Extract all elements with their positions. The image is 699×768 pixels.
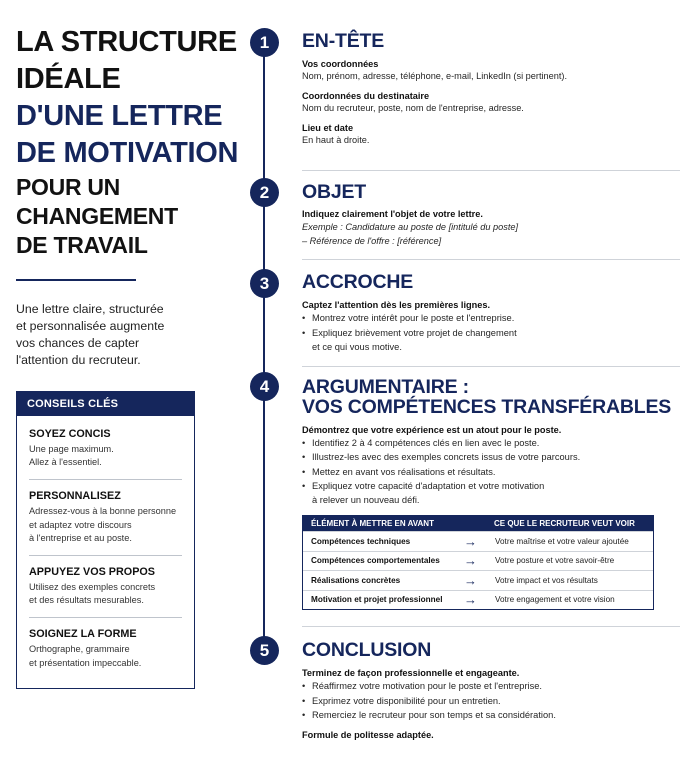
bullet-item: • Illustrez-les avec des exemples concrets issus de votre parcours. (302, 450, 682, 464)
arrow-right-icon: → (464, 572, 477, 588)
table-header-cell: CE QUE LE RECRUTEUR VEUT VOIR (494, 519, 635, 528)
table-row (303, 590, 653, 610)
intro-line: vos chances de capter (16, 336, 140, 350)
bullet-item: • Expliquez brièvement votre projet de changement (302, 326, 682, 340)
tip-text: et des résultats mesurables. (29, 595, 144, 606)
bullet-item: • Expliquez votre capacité d'adaptation et votre motivation (302, 479, 682, 493)
example-line: Exemple : Candidature au poste de [intitulé du poste] (302, 222, 519, 233)
section-argumentaire (302, 377, 682, 507)
tips-heading: CONSEILS CLÉS (17, 392, 194, 416)
tip-text: Adressez-vous à la bonne personne (29, 506, 177, 517)
block-heading: Coordonnées du destinataire (302, 91, 430, 102)
tip-title: APPUYEZ VOS PROPOS (29, 566, 155, 579)
bullet-item: • Exprimez votre disponibilité pour un entretien. (302, 694, 682, 708)
step-number-2: 2 (250, 178, 279, 207)
title-block (16, 28, 241, 369)
tip-text: et présentation impeccable. (29, 657, 142, 668)
block-heading: Indiquez clairement l'objet de votre lettre. (302, 209, 483, 220)
block-heading: Démontrez que votre expérience est un atout pour le poste. (302, 424, 562, 435)
tip-text: Allez à l'essentiel. (29, 457, 102, 468)
example-line: – Référence de l'offre : [référence] (302, 236, 442, 247)
bullet-item: • Montrez votre intérêt pour le poste et l'entreprise. (302, 311, 682, 325)
tip-title: SOYEZ CONCIS (29, 428, 111, 440)
section-title: CONCLUSION (302, 639, 432, 661)
tip-title: PERSONNALISEZ (29, 490, 121, 503)
bullet-continuation: et ce qui vous motive. (312, 342, 402, 353)
section-divider (302, 170, 680, 171)
table-cell: Votre engagement et votre vision (495, 595, 615, 605)
section-conclusion (302, 640, 682, 740)
tip-text: Orthographe, grammaire (29, 644, 130, 655)
intro-line: et personnalisée augmente (16, 319, 165, 333)
tip-item (29, 555, 182, 617)
subtitle-line: CHANGEMENT (16, 203, 178, 229)
bullet-item: • Identifiez 2 à 4 compétences clés en lien avec le poste. (302, 436, 682, 450)
table-cell: Votre impact et vos résultats (495, 575, 598, 585)
step-number-3: 3 (250, 269, 279, 298)
title-line: DE MOTIVATION (16, 137, 239, 169)
intro-text (16, 301, 241, 369)
table-header-cell: ÉLÉMENT À METTRE EN AVANT (311, 519, 434, 528)
arrow-right-icon: → (464, 533, 477, 549)
title-line: LA STRUCTURE (16, 26, 237, 58)
section-en-tete (302, 31, 682, 147)
table-cell: Réalisations concrètes (311, 575, 401, 585)
table-row (303, 531, 653, 551)
title-line: IDÉALE (16, 63, 121, 95)
section-title: EN-TÊTE (302, 30, 385, 52)
tip-text: Utilisez des exemples concrets (29, 582, 156, 593)
bullet-item: • Réaffirmez votre motivation pour le poste et l'entreprise. (302, 679, 682, 693)
section-divider (302, 259, 680, 260)
table-header (303, 516, 653, 531)
block-heading: Vos coordonnées (302, 59, 379, 70)
table-row (303, 570, 653, 590)
section-title: OBJET (302, 181, 367, 203)
bullet-item: • Mettez en avant vos réalisations et résultats. (302, 465, 682, 479)
table-row (303, 551, 653, 571)
step-number-1: 1 (250, 28, 279, 57)
section-title: ARGUMENTAIRE : (302, 376, 469, 398)
tip-title: SOIGNEZ LA FORME (29, 628, 137, 641)
subtitle-line: DE TRAVAIL (16, 232, 148, 258)
table-cell: Votre maîtrise et votre valeur ajoutée (495, 536, 629, 546)
table-cell: Compétences comportementales (311, 556, 440, 566)
title-divider (16, 279, 136, 281)
table-cell: Votre posture et votre savoir-être (495, 556, 615, 566)
arrow-right-icon: → (464, 592, 477, 608)
tip-item (29, 617, 182, 679)
table-cell: Compétences techniques (311, 536, 411, 546)
step-number-4: 4 (250, 372, 279, 401)
subtitle-line: POUR UN (16, 174, 120, 200)
block-text: Nom, prénom, adresse, téléphone, e-mail, LinkedIn (si pertinent). (302, 71, 568, 82)
section-title: ACCROCHE (302, 271, 414, 293)
skills-table (302, 515, 654, 610)
bullet-continuation: à relever un nouveau défi. (312, 495, 420, 506)
title-line: D'UNE LETTRE (16, 100, 223, 132)
tip-text: et adaptez votre discours (29, 519, 132, 530)
block-text: En haut à droite. (302, 135, 370, 146)
tips-box (16, 391, 195, 689)
section-objet (302, 182, 682, 248)
arrow-right-icon: → (464, 553, 477, 569)
block-heading: Captez l'attention dès les premières lignes. (302, 300, 491, 311)
closing-formula: Formule de politesse adaptée. (302, 730, 434, 741)
block-text: Nom du recruteur, poste, nom de l'entreprise, adresse. (302, 103, 524, 114)
step-number-5: 5 (250, 636, 279, 665)
section-divider (302, 626, 680, 627)
section-divider (302, 366, 680, 367)
section-accroche (302, 272, 682, 354)
block-heading: Terminez de façon professionnelle et engageante. (302, 668, 520, 679)
intro-line: l'attention du recruteur. (16, 353, 141, 367)
block-heading: Lieu et date (302, 123, 354, 134)
tip-text: à l'entreprise et au poste. (29, 532, 132, 543)
section-title: VOS COMPÉTENCES TRANSFÉRABLES (302, 396, 672, 419)
tip-item (29, 479, 182, 555)
bullet-item: • Remerciez le recruteur pour son temps et sa considération. (302, 708, 682, 722)
timeline-line (263, 42, 265, 664)
tip-item (29, 416, 182, 479)
table-cell: Motivation et projet professionnel (311, 595, 443, 605)
intro-line: Une lettre claire, structurée (16, 302, 164, 316)
tip-text: Une page maximum. (29, 444, 114, 454)
